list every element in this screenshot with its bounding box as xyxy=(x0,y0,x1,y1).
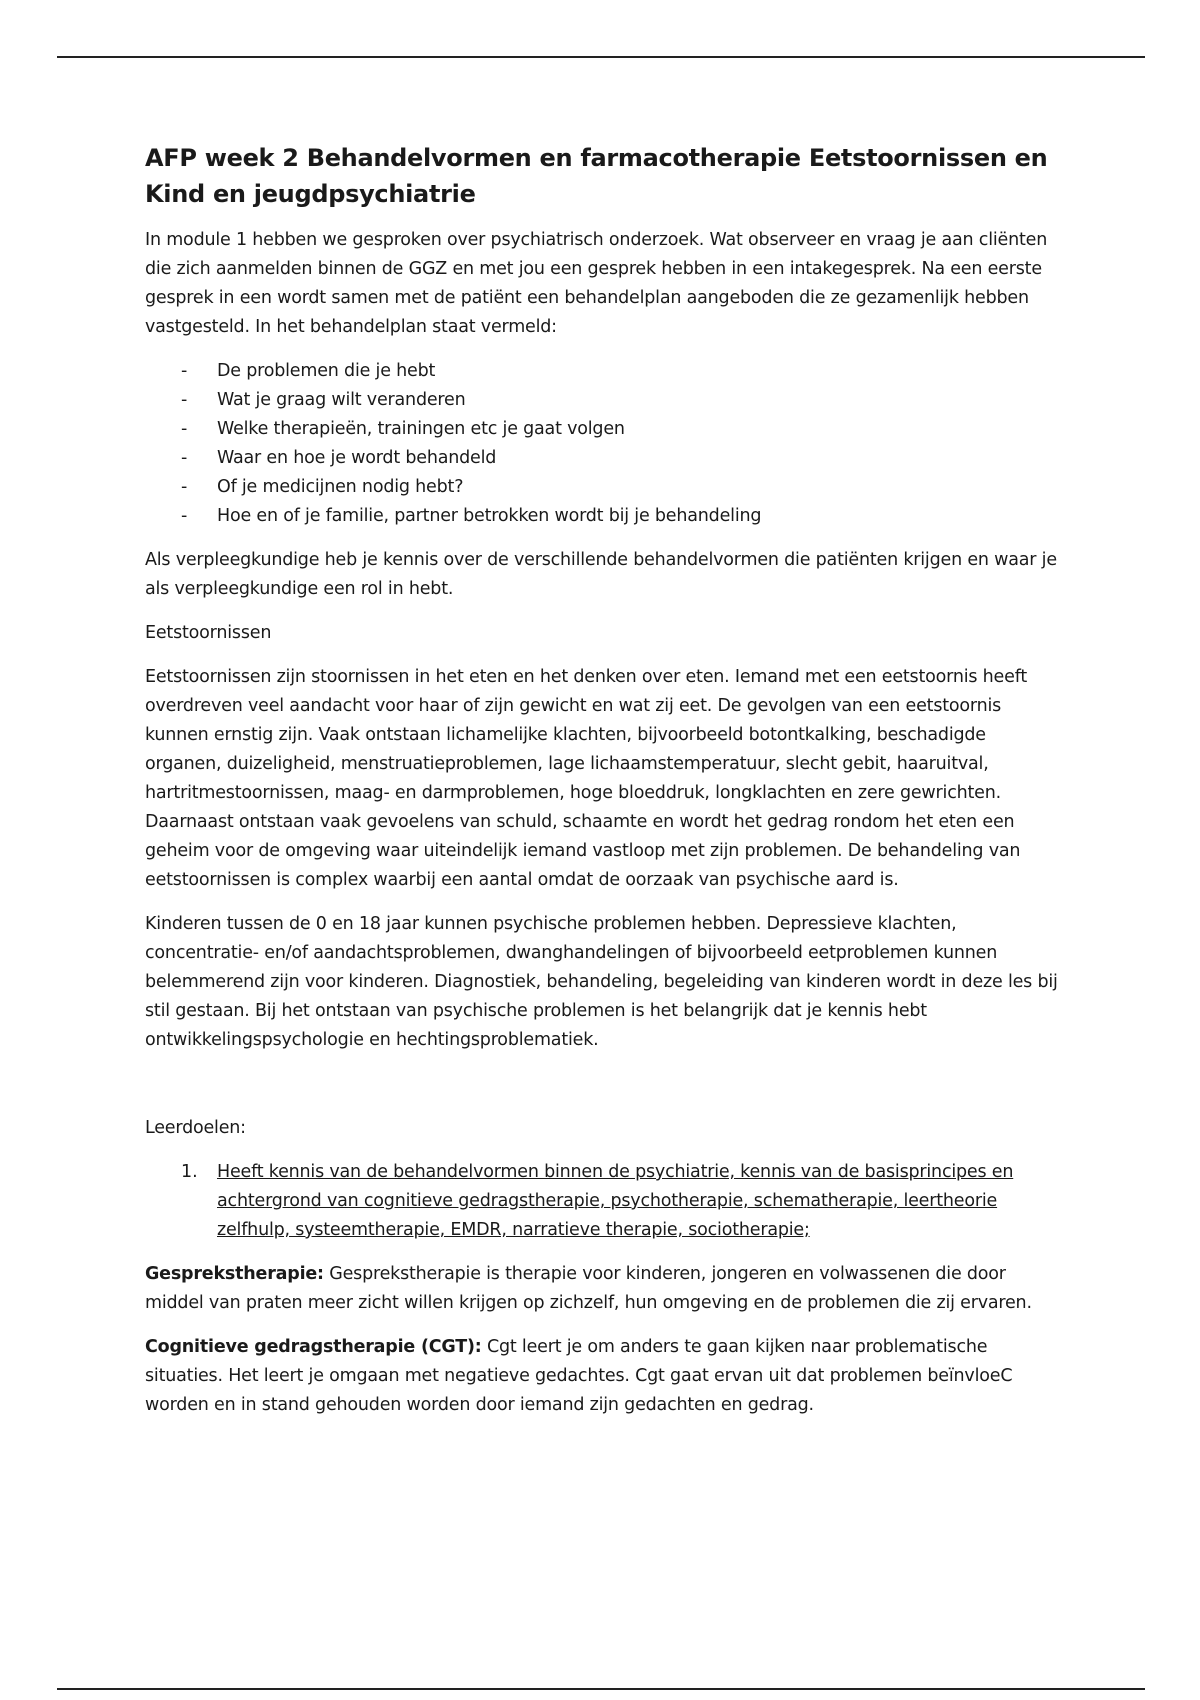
list-item: - De problemen die je hebt xyxy=(145,357,1065,386)
cbt-text: Cgt leert je om anders te gaan kijken naar problematische situaties. Het leert je omgaan met negatieve gedachtes. Cgt gaat ervan uit dat problemen beïnvloeC worden en in stand gehouden worden door iemand zijn gedachten en gedrag. xyxy=(145,1337,1013,1415)
learning-goal-text: Heeft kennis van de behandelvormen binnen de psychiatrie, kennis van de basisprincipes en achtergrond van cognitieve gedragstherapie, psychotherapie, schematherapie, leertheorie zelfhulp, systeemtherapie, EMDR, narratieve therapie, sociotherapie; xyxy=(217,1162,1014,1240)
list-dash: - xyxy=(181,448,188,468)
cbt-paragraph xyxy=(145,1333,1065,1420)
intro-paragraph: In module 1 hebben we gesproken over psychiatrisch onderzoek. Wat observeer en vraag je aan cliënten die zich aanmelden binnen de GGZ en met jou een gesprek hebben in een intakegesprek. Na een eerste gesprek in een wordt samen met de patiënt een behandelplan aangeboden die ze gezamenlijk hebben vastgesteld. In het behandelplan staat vermeld: xyxy=(145,230,1048,337)
list-dash: - xyxy=(181,506,188,526)
cbt-term: Cognitieve gedragstherapie (CGT): xyxy=(145,1337,482,1357)
learning-goals-heading: Leerdoelen: xyxy=(145,1118,246,1138)
list-item: - Waar en hoe je wordt behandeld xyxy=(145,444,1065,473)
children-paragraph: Kinderen tussen de 0 en 18 jaar kunnen psychische problemen hebben. Depressieve klachten, concentratie- en/of aandachtsproblemen, dwanghandelingen of bijvoorbeeld eetproblemen kunnen belemmerend zijn voor kinderen. Diagnostiek, behandeling, begeleiding van kinderen wordt in deze les bij stil gestaan. Bij het ontstaan van psychische problemen is het belangrijk dat je kennis hebt ontwikkelingspsychologie en hechtingsproblematiek. xyxy=(145,914,1058,1050)
treatment-plan-list xyxy=(145,357,1065,531)
list-dash: - xyxy=(181,477,188,497)
eating-disorders-paragraph: Eetstoornissen zijn stoornissen in het eten en het denken over eten. Iemand met een eetstoornis heeft overdreven veel aandacht voor haar of zijn gewicht en wat zij eet. De gevolgen van een eetstoornis kunnen ernstig zijn. Vaak ontstaan lichamelijke klachten, bijvoorbeeld botontkalking, beschadigde organen, duizeligheid, menstruatieproblemen, lage lichaamstemperatuur, slecht gebit, haaruitval, hartritmestoornissen, maag- en darmproblemen, hoge bloeddruk, longklachten en zere gewrichten. Daarnaast ontstaan vaak gevoelens van schuld, schaamte en wordt het gedrag rondom het eten een geheim voor de omgeving waar uiteindelijk iemand vastloop met zijn problemen. De behandeling van eetstoornissen is complex waarbij een aantal omdat de oorzaak van psychische aard is. xyxy=(145,667,1028,890)
header-rule xyxy=(57,56,1145,58)
document-title: AFP week 2 Behandelvormen en farmacotherapie Eetstoornissen en Kind en jeugdpsychiatrie xyxy=(145,144,1048,208)
conversation-therapy-text: Gesprekstherapie is therapie voor kinderen, jongeren en volwassenen die door middel van praten meer zicht willen krijgen op zichzelf, hun omgeving en de problemen die zij ervaren. xyxy=(145,1264,1032,1313)
conversation-therapy-term: Gesprekstherapie: xyxy=(145,1264,324,1284)
learning-goal-item xyxy=(145,1158,1065,1245)
nurse-paragraph: Als verpleegkundige heb je kennis over de verschillende behandelvormen die patiënten krijgen en waar je als verpleegkundige een rol in hebt. xyxy=(145,550,1057,599)
list-dash: - xyxy=(181,419,188,439)
footer-rule xyxy=(57,1688,1145,1690)
list-item: - Wat je graag wilt veranderen xyxy=(145,386,1065,415)
document-body xyxy=(145,140,1065,1435)
blank-line xyxy=(145,1070,1065,1114)
list-item: - Of je medicijnen nodig hebt? xyxy=(145,473,1065,502)
list-dash: - xyxy=(181,361,188,381)
list-item: - Welke therapieën, trainingen etc je gaat volgen xyxy=(145,415,1065,444)
eating-disorders-heading: Eetstoornissen xyxy=(145,623,272,643)
conversation-therapy-paragraph xyxy=(145,1260,1065,1318)
list-dash: - xyxy=(181,390,188,410)
list-item: - Hoe en of je familie, partner betrokken wordt bij je behandeling xyxy=(145,502,1065,531)
learning-goal-number: 1. xyxy=(181,1162,198,1182)
